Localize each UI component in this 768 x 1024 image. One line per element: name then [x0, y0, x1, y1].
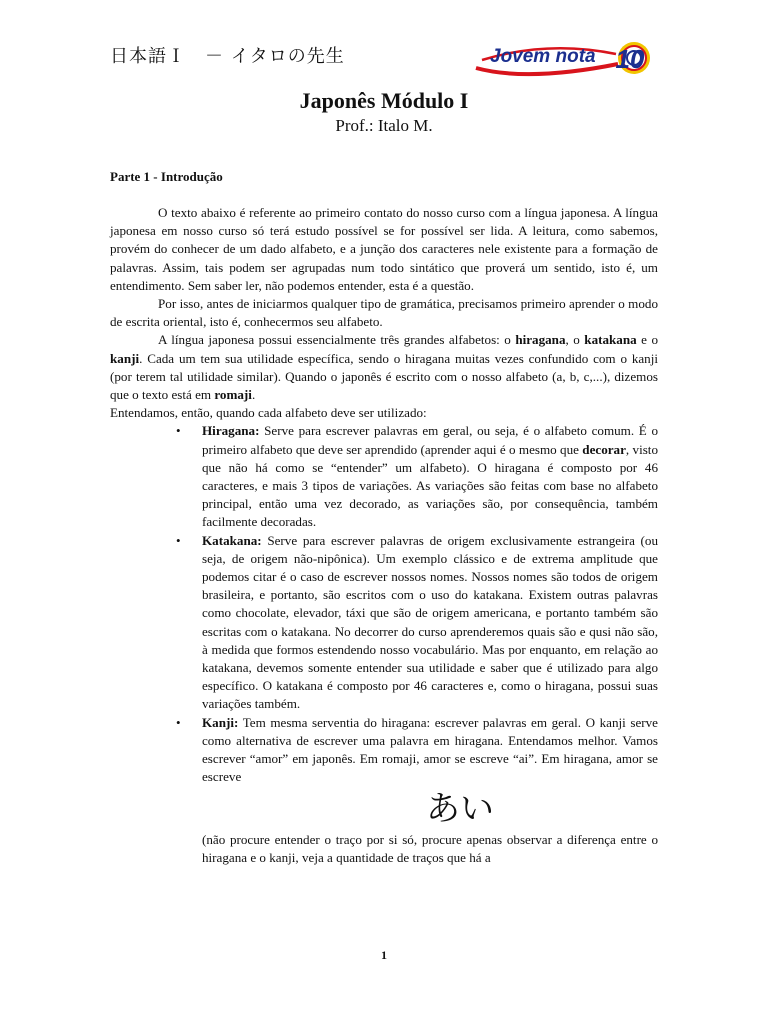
- para3-text-1: A língua japonesa possui essencialmente três grandes alfabetos: o: [158, 332, 516, 348]
- logo-graphic: [468, 38, 658, 78]
- logo-text: Jovem nota: [490, 46, 596, 67]
- list-text: Serve para escrever palavras de origem exclusivamente estrangeira (ou seja, de origem não-nipônica). Um exemplo clássico e de extrema amplitude que podemos citar é o caso de escrever nossos nomes. Nossos nomes são todos de origem brasileira, e portanto, são escritos com o uso do katakana. Existem outras palavras como chocolate, elevador, táxi que são de origem americana, e portanto também são escritas com o katakana. No decorrer do curso aprenderemos quais são e qusi não são, à medida que formos estendendo nosso vocabulário. Mas por enquanto, em relação ao katakana, devemos somente entender sua utilidade e saber que é utilizado para algo específico. O katakana é composto por 46 caracteres e, como o hiragana, possui suas variações também.: [202, 532, 658, 712]
- logo-number: 10: [615, 44, 645, 74]
- list-item-kanji: [176, 714, 658, 867]
- paragraph-1: O texto abaixo é referente ao primeiro contato do nosso curso com a língua japonesa. A língua japonesa em nosso curso só terá estudo possível se for possível ser lida. A leitura, como sabemos, provém do conhecer de um dado alfabeto, e a junção dos caracteres nele existente para a formação de palavras. Assim, tais podem ser agrupadas num todo sintático que proverá um sentido, isto é, um entendimento. Sem saber ler, não podemos entender, esta é a questão.: [110, 205, 658, 293]
- para3-text-4: . Cada um tem sua utilidade específica, sendo o hiragana muitas vezes confundido com o kanji (por terem tal utilidade similar). Quando o japonês é escrito com o nosso alfabeto (a, b, c,...), dizemos que o texto está em: [110, 350, 658, 403]
- term-kanji: kanji: [110, 350, 140, 366]
- document-subtitle: Prof.: Italo M.: [335, 116, 433, 135]
- list-label: Katakana:: [202, 532, 262, 548]
- header-japanese-title: 日本語Ｉ － イタロの先生: [110, 46, 345, 67]
- paragraph-4: Entendamos, então, quando cada alfabeto deve ser utilizado:: [110, 405, 427, 421]
- bullet-icon: •: [176, 423, 181, 439]
- para3-text-2: , o: [565, 332, 585, 348]
- alphabet-list: [110, 422, 658, 866]
- term-katakana: katakana: [584, 332, 637, 348]
- bullet-icon: •: [176, 714, 181, 730]
- list-text: , visto que não há como se “entender” um alfabeto). O hiragana é composto por 46 caracteres, e mais 3 tipos de variações. As variações são feitas com base no alfabeto principal, então uma vez decorado, as variações são, por consequência, também facilmente decoradas.: [202, 441, 658, 530]
- paragraph-2: Por isso, antes de iniciarmos qualquer tipo de gramática, precisamos primeiro aprender o modo de escrita oriental, isto é, conhecermos seu alfabeto.: [110, 296, 658, 330]
- paragraph-3: [110, 331, 658, 404]
- list-item-katakana: [176, 532, 658, 714]
- term-romaji: romaji: [214, 387, 252, 403]
- list-text: Tem mesma serventia do hiragana: escrever palavras em geral. O kanji serve como alternativa de escrever uma palavra em hiragana. Entendamos melhor. Vamos escrever “amor” em japonês. Em romaji, amor se escreve “ai”. Em hiragana, amor se escreve: [202, 714, 658, 785]
- para3-text-3: e o: [636, 332, 658, 348]
- document-body: [110, 204, 658, 867]
- section-heading: Parte 1 - Introdução: [110, 169, 223, 184]
- para3-text-5: .: [251, 387, 256, 403]
- list-label: Kanji:: [202, 714, 239, 730]
- page-number: 1: [381, 948, 387, 962]
- hiragana-ai-example: あい: [426, 788, 494, 829]
- term-hiragana: hiragana: [515, 332, 566, 348]
- bullet-icon: •: [176, 532, 181, 548]
- document-title: Japonês Módulo I: [299, 88, 469, 113]
- list-label: Hiragana:: [202, 423, 260, 439]
- list-text: (não procure entender o traço por si só, procure apenas observar a diferença entre o hiragana e o kanji, veja a quantidade de traços que há a: [202, 831, 658, 865]
- term-decorar: decorar: [582, 441, 626, 457]
- list-item-hiragana: [176, 422, 658, 531]
- list-text: Serve para escrever palavras em geral, ou seja, é o alfabeto comum. É o primeiro alfabeto que deve ser aprendido (aprender aqui é o mesmo que: [202, 423, 658, 457]
- jovem-nota-10-logo: [468, 38, 658, 78]
